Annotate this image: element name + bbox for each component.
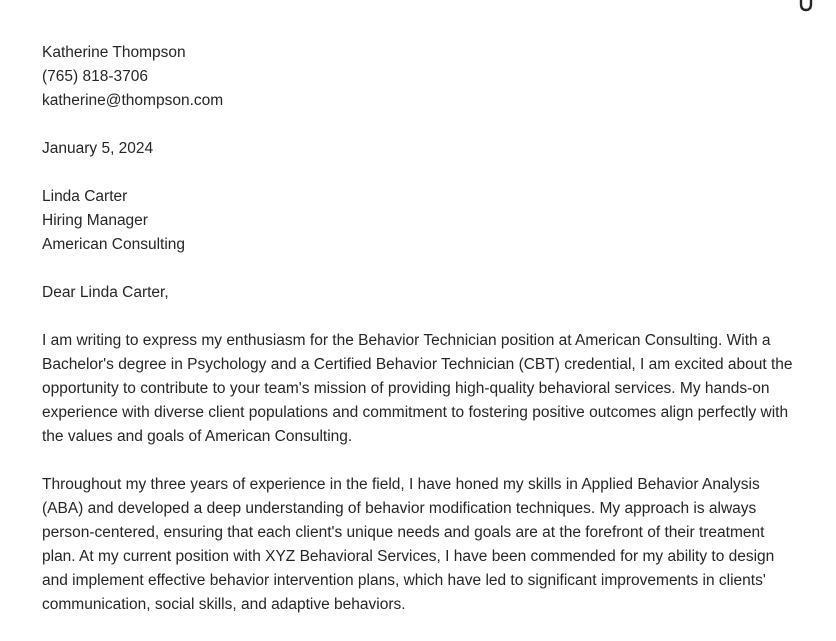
recipient-company: American Consulting (42, 236, 186, 253)
sender-name: Katherine Thompson (42, 44, 186, 61)
letter-date: January 5, 2024 (42, 140, 154, 157)
sender-block (42, 41, 800, 113)
recipient-title: Hiring Manager (42, 212, 148, 229)
salutation-block (42, 281, 800, 305)
sender-phone: (765) 818-3706 (42, 68, 148, 85)
recipient-name: Linda Carter (42, 188, 128, 205)
body-paragraph-1: I am writing to express my enthusiasm for the Behavior Technician position at American Consulting. With a Bachelor's degree in Psychology and a Certified Behavior Technician (CBT) credential, I am excited about the opportunity to contribute to your team's mission of providing high-quality behavioral services. My hands-on experience with diverse client populations and commitment to fostering positive outcomes align perfectly with the values and goals of American Consulting. (42, 332, 793, 445)
body-paragraph-2: Throughout my three years of experience in the field, I have honed my skills in Applied Behavior Analysis (ABA) and developed a deep understanding of behavior modification techniques. My approach is always person-centered, ensuring that each client's unique needs and goals are at the forefront of their treatment plan. At my current position with XYZ Behavioral Services, I have been commended for my ability to design and implement effective behavior intervention plans, which have led to significant improvements in clients' communication, social skills, and adaptive behaviors. (42, 476, 775, 613)
salutation: Dear Linda Carter, (42, 284, 169, 301)
partial-glyph-icon (798, 0, 814, 12)
recipient-block (42, 185, 800, 257)
cover-letter (42, 41, 800, 641)
date-block (42, 137, 800, 161)
sender-email: katherine@thompson.com (42, 92, 224, 109)
